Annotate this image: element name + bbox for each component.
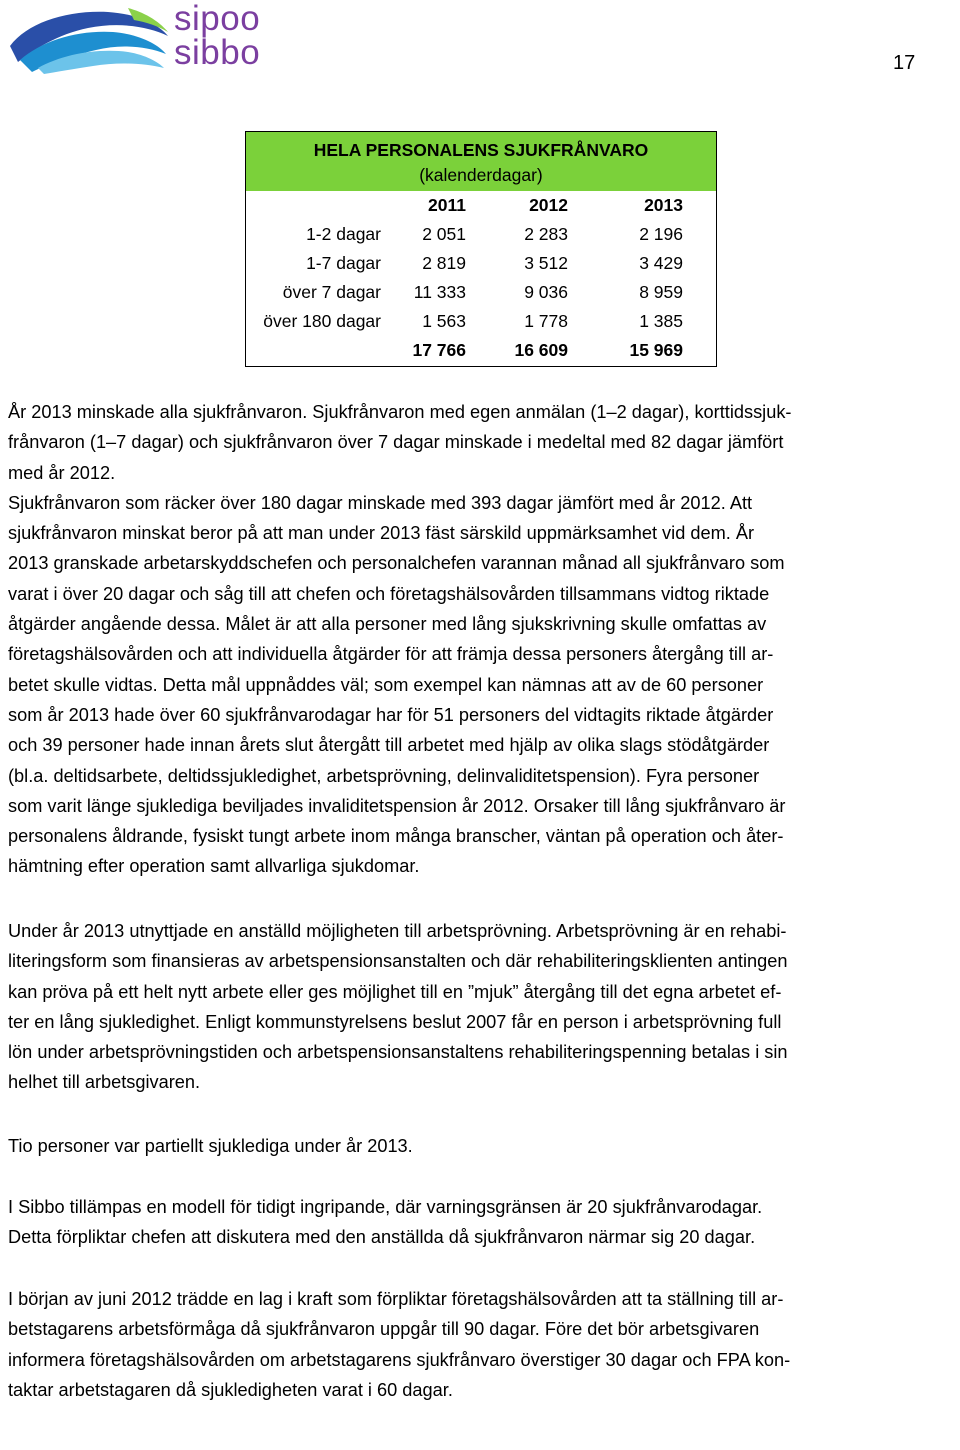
logo-swoosh-icon	[8, 2, 173, 74]
table-subtitle: (kalenderdagar)	[419, 165, 543, 185]
table-cell: 2 051	[422, 224, 466, 244]
text-line: företagshälsovården och att individuella åtgärder för att främja dessa personers återgång till ar-	[8, 644, 774, 665]
table-cell: 9 036	[524, 282, 568, 302]
text-line: med år 2012.	[8, 462, 116, 483]
column-header: 2011	[428, 195, 466, 215]
table-cell: 2 283	[524, 224, 568, 244]
text-line: Tio personer var partiellt sjuklediga under år 2013.	[8, 1136, 413, 1156]
text-line: informera företagshälsovården om arbetstagarens sjukfrånvaro överstiger 30 dagar och FPA kon-	[8, 1349, 791, 1370]
text-line: I Sibbo tillämpas en modell för tidigt ingripande, där varningsgränsen är 20 sjukfrånvarodagar.	[8, 1197, 763, 1217]
table-cell: 1 385	[639, 311, 683, 331]
column-header: 2013	[644, 195, 683, 215]
sick-leave-table	[245, 131, 717, 367]
table-row	[246, 307, 716, 336]
text-line: ter en lång sjukledighet. Enligt kommunstyrelsens beslut 2007 får en person i arbetsprövning full	[8, 1011, 782, 1032]
text-line: År 2013 minskade alla sjukfrånvaron. Sjukfrånvaron med egen anmälan (1–2 dagar), korttidssjuk-	[8, 402, 792, 422]
table-row	[246, 220, 716, 249]
row-label: 1-2 dagar	[306, 224, 381, 244]
table-title: HELA PERSONALENS SJUKFRÅNVARO	[313, 140, 649, 160]
text-line: 2013 granskade arbetarskyddschefen och personalchefen varannan månad all sjukfrånvaro som	[8, 553, 785, 574]
text-line: åtgärder angående dessa. Målet är att alla personer med lång sjukskrivning skulle omfattas av	[8, 614, 767, 635]
text-line: Detta förpliktar chefen att diskutera med den anställda då sjukfrånvaron närmar sig 20 dagar.	[8, 1227, 756, 1248]
text-line: och 39 personer hade innan årets slut återgått till arbetet med hjälp av olika slags stödåtgärder	[8, 735, 770, 756]
paragraph-early-intervention	[8, 1192, 958, 1253]
table-cell: 3 512	[524, 253, 568, 273]
paragraph-partial-sick-leave	[8, 1131, 958, 1161]
text-line: (bl.a. deltidsarbete, deltidssjukledighet, arbetsprövning, delinvaliditetspension). Fyra personer	[8, 765, 760, 786]
total-cell: 15 969	[629, 340, 683, 360]
text-line: sjukfrånvaron minskat beror på att man under 2013 fäst särskild uppmärksamhet vid dem. År	[8, 523, 755, 544]
logo-text-sibbo: sibbo	[174, 33, 261, 72]
table-column-headers	[246, 191, 716, 220]
text-line: betstagarens arbetsförmåga då sjukfrånvaron uppgår till 90 dagar. Före det bör arbetsgivaren	[8, 1319, 760, 1340]
table-totals-row	[246, 336, 716, 365]
sipoo-sibbo-logo	[8, 2, 278, 74]
logo-text-sipoo: sipoo	[174, 0, 261, 38]
text-line: frånvaron (1–7 dagar) och sjukfrånvaron över 7 dagar minskade i medeltal med 82 dagar jämfört	[8, 432, 784, 453]
column-header: 2012	[529, 195, 568, 215]
table-cell: 2 196	[639, 224, 683, 244]
text-line: hämtning efter operation samt allvarliga sjukdomar.	[8, 856, 420, 877]
table-row	[246, 249, 716, 278]
text-line: som år 2013 hade över 60 sjukfrånvarodagar har för 51 personers del vidtagits riktade åtgärder	[8, 704, 774, 725]
text-line: som varit länge sjuklediga beviljades invaliditetspension år 2012. Orsaker till lång sjukfrånvaro är	[8, 795, 786, 816]
page-number: 17	[893, 52, 916, 74]
table-cell: 2 819	[422, 253, 466, 273]
text-line: betet skulle vidtas. Detta mål uppnåddes väl; som exempel kan nämnas att av de 60 personer	[8, 674, 764, 695]
paragraph-sick-leave-summary	[8, 397, 958, 882]
table-cell: 3 429	[639, 253, 683, 273]
total-cell: 17 766	[412, 340, 466, 360]
text-line: varat i över 20 dagar och såg till att chefen och företagshälsovården tillsammans vidtog riktade	[8, 583, 770, 604]
text-line: taktar arbetstagaren då sjukledigheten varat i 60 dagar.	[8, 1379, 453, 1400]
table-cell: 1 563	[422, 311, 466, 331]
text-line: helhet till arbetsgivaren.	[8, 1072, 201, 1093]
row-label: över 7 dagar	[282, 282, 381, 302]
table-row	[246, 278, 716, 307]
total-cell: 16 609	[514, 340, 568, 360]
paragraph-new-law	[8, 1284, 958, 1405]
table-cell: 11 333	[413, 282, 466, 302]
row-label: över 180 dagar	[263, 311, 381, 331]
text-line: personalens åldrande, fysiskt tungt arbete inom många branscher, väntan på operation och åter-	[8, 826, 784, 847]
text-line: lön under arbetsprövningstiden och arbetspensionsanstaltens rehabiliteringspenning betalas i sin	[8, 1042, 788, 1063]
table-cell: 1 778	[524, 311, 568, 331]
table-header	[246, 132, 716, 191]
text-line: Under år 2013 utnyttjade en anställd möjligheten till arbetsprövning. Arbetsprövning är en rehabi-	[8, 921, 787, 941]
table-cell: 8 959	[639, 282, 683, 302]
paragraph-work-trial	[8, 916, 958, 1098]
text-line: I början av juni 2012 trädde en lag i kraft som förpliktar företagshälsovården att ta ställning till ar-	[8, 1289, 784, 1309]
row-label: 1-7 dagar	[306, 253, 381, 273]
text-line: Sjukfrånvaron som räcker över 180 dagar minskade med 393 dagar jämfört med år 2012. Att	[8, 492, 753, 513]
text-line: literingsform som finansieras av arbetspensionsanstalten och där rehabiliteringsklienten antingen	[8, 951, 788, 972]
text-line: kan pröva på ett helt nytt arbete eller ges möjlighet till en ”mjuk” återgång till det egna arbetet ef-	[8, 981, 782, 1002]
